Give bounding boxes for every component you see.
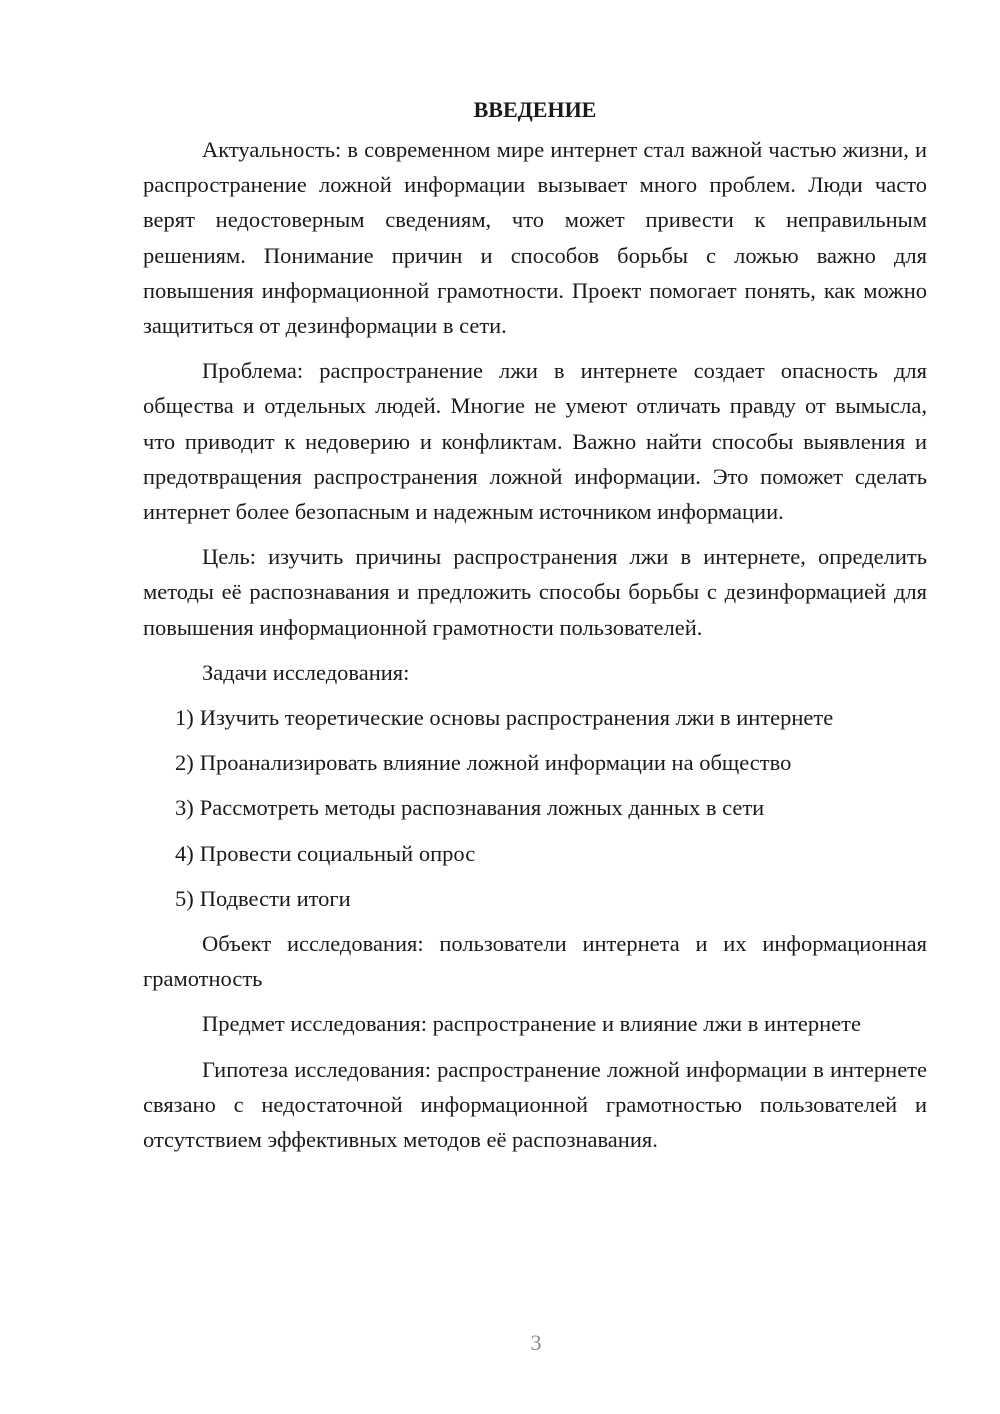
task-number: 1)	[175, 705, 194, 731]
research-subject-paragraph: Предмет исследования: распространение и влияние лжи в интернете	[202, 1011, 861, 1037]
task-text: Подвести итоги	[199, 885, 351, 911]
page-number: 3	[530, 1330, 542, 1355]
section-heading: ВВЕДЕНИЕ	[473, 97, 597, 122]
tasks-title: Задачи исследования:	[202, 659, 410, 685]
task-item-4	[143, 836, 927, 871]
task-number: 4)	[175, 840, 194, 866]
research-object-paragraph: Объект исследования: пользователи интернета и их информационная грамотность	[143, 931, 927, 992]
task-text: Провести социальный опрос	[199, 840, 476, 866]
relevance-paragraph: Актуальность: в современном мире интернет стал важной частью жизни, и распространение ложной информации вызывает много проблем. Люди часто верят недостоверным сведениям, что может привести к неправильным решениям. Понимание причин и способов борьбы с ложью важно для повышения информационной грамотности. Проект помогает понять, как можно защититься от дезинформации в сети.	[143, 137, 927, 339]
goal-paragraph: Цель: изучить причины распространения лжи в интернете, определить методы её распознавания и предложить способы борьбы с дезинформацией для повышения информационной грамотности пользователей.	[143, 544, 927, 640]
task-text: Изучить теоретические основы распространения лжи в интернете	[199, 705, 834, 731]
task-text: Рассмотреть методы распознавания ложных данных в сети	[199, 795, 765, 821]
task-text: Проанализировать влияние ложной информации на общество	[199, 750, 792, 776]
task-item-5	[143, 881, 927, 916]
hypothesis-paragraph: Гипотеза исследования: распространение ложной информации в интернете связано с недостаточной информационной грамотностью пользователей и отсутствием эффективных методов её распознавания.	[143, 1056, 927, 1153]
task-number: 2)	[175, 750, 194, 776]
task-item-2	[143, 745, 927, 780]
task-item-1	[143, 700, 927, 735]
problem-paragraph: Проблема: распространение лжи в интернете создает опасность для общества и отдельных людей. Многие не умеют отличать правду от вымысла, что приводит к недоверию и конфликтам. Важно найти способы выявления и предотвращения распространения ложной информации. Это поможет сделать интернет более безопасным и надежным источником информации.	[143, 358, 927, 525]
page-content	[143, 92, 927, 1167]
task-item-3	[143, 790, 927, 825]
task-number: 5)	[175, 885, 194, 911]
task-number: 3)	[175, 795, 194, 821]
